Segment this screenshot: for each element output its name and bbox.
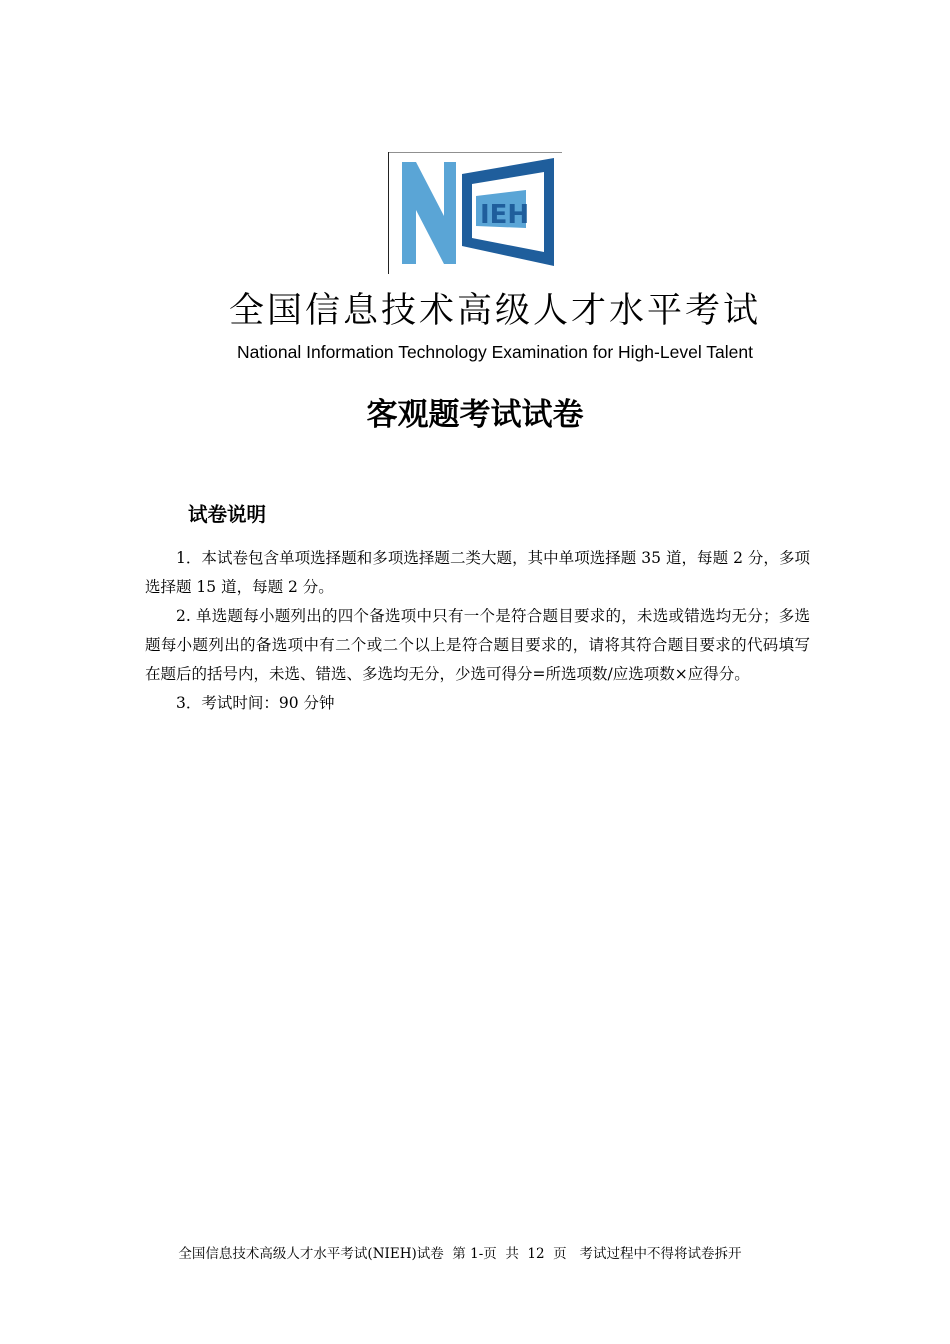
logo-letters-ieh: IEH	[480, 200, 530, 230]
instructions-heading: 试卷说明	[188, 503, 267, 526]
title-english: National Information Technology Examination for High-Level Talent	[237, 342, 753, 362]
nieh-logo	[388, 152, 562, 274]
instruction-item-2: 2. 单选题每小题列出的四个备选项中只有一个是符合题目要求的，未选或错选均无分；多选题每小题列出的备选项中有二个或二个以上是符合题目要求的，请将其符合题目要求的代码填写在题后的括号内，未选、错选、多选均无分，少选可得分=所选项数/应选项数×应得分。	[145, 607, 810, 683]
instruction-item-3: 3．考试时间：90 分钟	[176, 694, 335, 712]
instruction-item-1: 1．本试卷包含单项选择题和多项选择题二类大题，其中单项选择题 35 道，每题 2 分，多项选择题 15 道，每题 2 分。	[145, 549, 810, 596]
exam-title: 客观题考试试卷	[366, 397, 584, 433]
title-chinese: 全国信息技术高级人才水平考试	[228, 291, 761, 331]
page-footer: 全国信息技术高级人才水平考试(NIEH)试卷 第 1-页 共 12 页 考试过程中不得将试卷拆开	[178, 1246, 742, 1262]
logo-letter-n	[402, 162, 456, 264]
instructions-body	[145, 544, 810, 718]
